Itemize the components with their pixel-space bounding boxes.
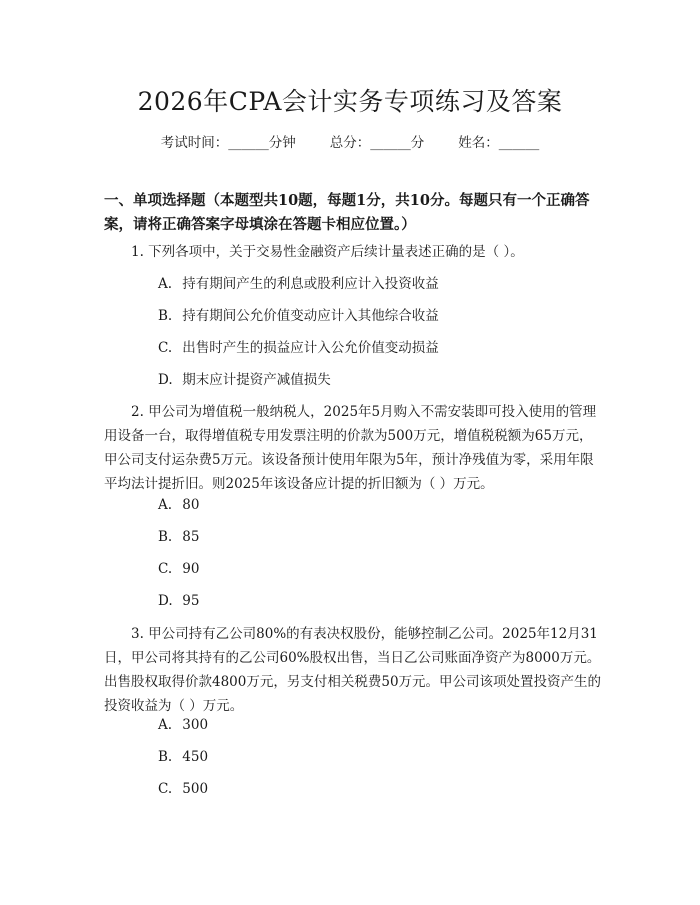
question-2-option-a: A. 80 [158,497,200,513]
name-field: 姓名：______ [458,135,540,151]
question-1-option-b: B. 持有期间公允价值变动应计入其他综合收益 [158,308,439,324]
exam-meta-line [0,131,700,151]
question-2-stem: 2. 甲公司为增值税一般纳税人，2025年5月购入不需安装即可投入使用的管理用设备一台，取得增值税专用发票注明的价款为500万元，增值税税额为65万元，甲公司支付运杂费5万元。该设备预计使用年限为5年，预计净残值为零，采用年限平均法计提折旧。则2025年该设备应计提的折旧额为（ ）万元。 [104,404,597,492]
question-1-option-a: A. 持有期间产生的利息或股利应计入投资收益 [158,276,439,292]
question-1-stem: 1. 下列各项中，关于交易性金融资产后续计量表述正确的是（ ）。 [131,244,524,260]
question-3-option-c: C. 500 [158,781,209,797]
question-3-option-a: A. 300 [158,717,209,733]
exam-time-field: 考试时间：______分钟 [160,135,296,151]
section-heading: 一、单项选择题（本题型共10题，每题1分，共10分。每题只有一个正确答案，请将正确答案字母填涂在答题卡相应位置。） [104,192,590,233]
question-2-option-c: C. 90 [158,561,200,577]
question-1-option-d: D. 期末应计提资产减值损失 [158,372,331,388]
question-2-option-b: B. 85 [158,529,200,545]
question-3-stem: 3. 甲公司持有乙公司80%的有表决权股份，能够控制乙公司。2025年12月31日，甲公司将其持有的乙公司60%股权出售，当日乙公司账面净资产为8000万元。出售股权取得价款4800万元，另支付相关税费50万元。甲公司该项处置投资产生的投资收益为（ ）万元。 [104,626,602,714]
question-3-option-b: B. 450 [158,749,209,765]
question-2-option-d: D. 95 [158,593,200,609]
total-score-field: 总分：______分 [329,135,425,151]
question-1-option-c: C. 出售时产生的损益应计入公允价值变动损益 [158,340,439,356]
document-title: 2026年CPA会计实务专项练习及答案 [137,87,563,116]
